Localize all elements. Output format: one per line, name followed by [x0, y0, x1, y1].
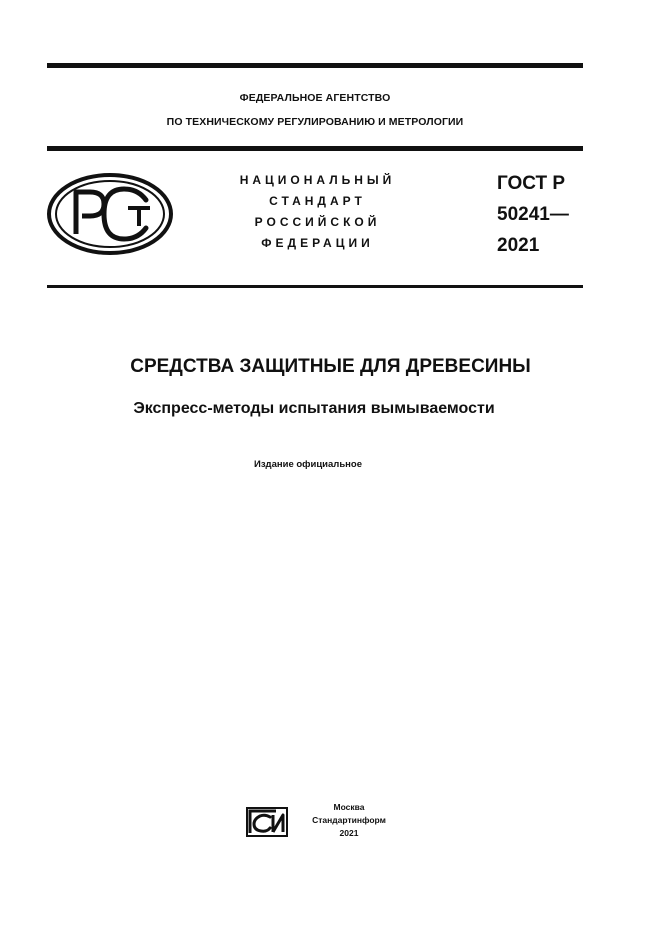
publisher-city: Москва	[333, 802, 365, 812]
gost-line-2: 50241—	[497, 204, 569, 225]
standard-type-block	[200, 170, 435, 254]
gost-line-3: 2021	[497, 235, 540, 256]
standard-type-line-1: НАЦИОНАЛЬНЫЙ	[239, 173, 396, 187]
edition-label: Издание официальное	[254, 459, 362, 470]
gost-line-1: ГОСТ Р	[497, 173, 566, 194]
document-title: СРЕДСТВА ЗАЩИТНЫЕ ДЛЯ ДРЕВЕСИНЫ	[130, 356, 531, 377]
top-rule	[47, 63, 583, 68]
publisher-year: 2021	[339, 828, 359, 838]
agency-block	[47, 86, 583, 134]
publisher-name: Стандартинформ	[312, 815, 386, 825]
agency-line-2: ПО ТЕХНИЧЕСКОМУ РЕГУЛИРОВАНИЮ И МЕТРОЛОГИИ	[166, 116, 464, 128]
standard-type-line-3: РОССИЙСКОЙ	[254, 215, 381, 229]
standard-type-line-4: ФЕДЕРАЦИИ	[261, 236, 374, 250]
rst-certification-mark-icon	[46, 172, 174, 256]
document-subtitle: Экспресс-методы испытания вымываемости	[133, 400, 495, 417]
section-rule	[47, 285, 583, 288]
gost-number-block	[497, 168, 597, 261]
agency-line-1: ФЕДЕРАЛЬНОЕ АГЕНТСТВО	[239, 92, 391, 104]
standartinform-logo-icon	[246, 807, 288, 837]
publisher-block	[305, 801, 393, 840]
header-rule	[47, 146, 583, 151]
standard-type-line-2: СТАНДАРТ	[269, 194, 366, 208]
